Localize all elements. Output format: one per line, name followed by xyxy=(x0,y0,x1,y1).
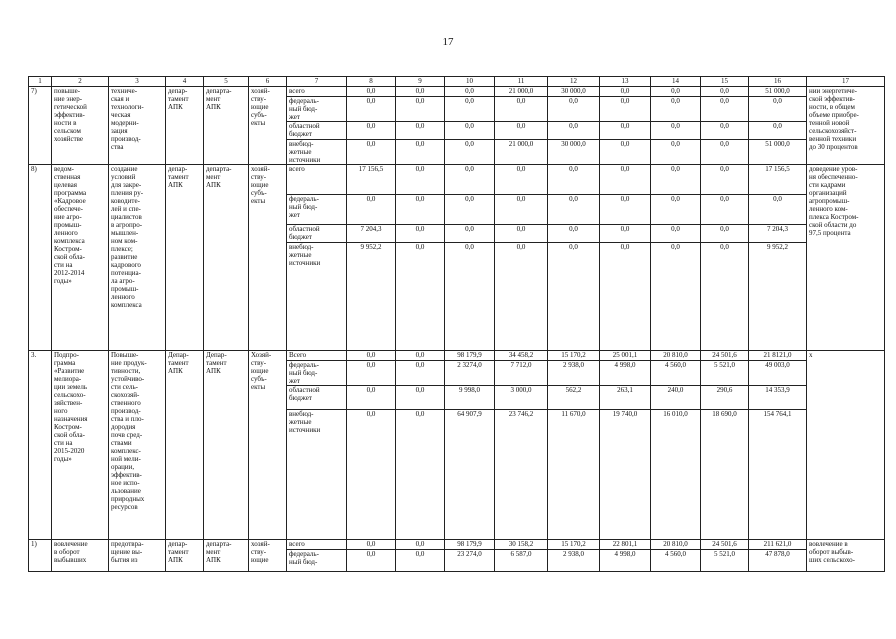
funding-value: 21 8121,0 xyxy=(749,351,807,361)
funding-value: 0,0 xyxy=(347,386,396,410)
funding-value: 0,0 xyxy=(701,122,749,140)
funding-source: федераль- ный бюд- жет xyxy=(287,361,347,386)
funding-value: 0,0 xyxy=(347,361,396,386)
funding-value: 51 000,0 xyxy=(749,140,807,165)
funding-value: 7 712,0 xyxy=(495,361,548,386)
funding-value: 4 998,0 xyxy=(600,361,651,386)
funding-value: 0,0 xyxy=(600,122,651,140)
table-row xyxy=(29,87,885,97)
funding-value: 0,0 xyxy=(445,165,495,195)
funding-source: внебюд- жетные источники xyxy=(287,243,347,351)
funding-value: 0,0 xyxy=(347,550,396,572)
expected-result: доведение уров- ня обеспеченно- сти кадрами организаций агропромыш- ленного ком- плекса Костром- ской области до 97,5 процента xyxy=(807,165,885,351)
funding-value: 0,0 xyxy=(651,87,701,97)
measure-description: Повыше- ние продук- тивности, устойчиво- сти сель- скохозяй- ственного производ- ства и пло- дородия почв сред- ствами комплекс- ной мели- орации, эффектив- ное испо- льзование природных ресурсов xyxy=(109,351,166,540)
funding-value: 0,0 xyxy=(347,87,396,97)
funding-source: внебюд- жетные источники xyxy=(287,410,347,540)
funding-value: 240,0 xyxy=(651,386,701,410)
funding-value: 0,0 xyxy=(651,140,701,165)
funding-value: 20 810,0 xyxy=(651,351,701,361)
funding-value: 0,0 xyxy=(495,195,548,225)
funding-value: 98 179,9 xyxy=(445,351,495,361)
row-index: 1) xyxy=(29,540,52,572)
funding-value: 30 000,0 xyxy=(548,140,600,165)
funding-value: 0,0 xyxy=(495,97,548,122)
funding-value: 0,0 xyxy=(347,410,396,540)
table-row xyxy=(29,351,885,361)
funding-value: 7 204,3 xyxy=(749,225,807,243)
funding-value: 7 204,3 xyxy=(347,225,396,243)
col-header: 4 xyxy=(166,77,204,87)
expected-result: нии энергетиче- ской эффектив- ности, в общем объеме приобре- тенной новой сельскохозяйст- венной техники до 30 процентов xyxy=(807,87,885,165)
responsible-executor: депар- тамент АПК xyxy=(166,87,204,165)
funding-value: 22 801,1 xyxy=(600,540,651,550)
funding-value: 263,1 xyxy=(600,386,651,410)
funding-value: 0,0 xyxy=(396,195,445,225)
col-header: 1 xyxy=(29,77,52,87)
funding-value: 290,6 xyxy=(701,386,749,410)
funding-source: областной бюджет xyxy=(287,122,347,140)
funding-value: 4 998,0 xyxy=(600,550,651,572)
funding-value: 9 998,0 xyxy=(445,386,495,410)
row-index: 3. xyxy=(29,351,52,540)
funding-value: 0,0 xyxy=(600,87,651,97)
funding-value: 15 170,2 xyxy=(548,540,600,550)
funding-source: федераль- ный бюд- жет xyxy=(287,195,347,225)
funding-value: 21 000,0 xyxy=(495,87,548,97)
funding-value: 14 353,9 xyxy=(749,386,807,410)
col-header: 12 xyxy=(548,77,600,87)
funding-value: 0,0 xyxy=(701,225,749,243)
funding-value: 0,0 xyxy=(347,97,396,122)
participants: хозяй- ству- ющие субъ- екты xyxy=(249,87,287,165)
participants: хозяй- ству- ющие xyxy=(249,540,287,572)
funding-source: областной бюджет xyxy=(287,386,347,410)
funding-value: 0,0 xyxy=(347,351,396,361)
funding-value: 17 156,5 xyxy=(347,165,396,195)
col-header: 13 xyxy=(600,77,651,87)
funding-value: 5 521,0 xyxy=(701,550,749,572)
funding-value: 24 501,6 xyxy=(701,540,749,550)
funding-value: 0,0 xyxy=(651,195,701,225)
funding-source: федераль- ный бюд- жет xyxy=(287,97,347,122)
expected-result: x xyxy=(807,351,885,540)
responsible-executor: депар- тамент АПК xyxy=(166,165,204,351)
funding-source: областной бюджет xyxy=(287,225,347,243)
measure-description: создание условий для закре- пления ру- ководите- лей и спе- циалистов в агропро- мышлен- ном ком- плексе; развитие кадрового потенциа- ла агро- промыш- ленного комплекса xyxy=(109,165,166,351)
col-header: 9 xyxy=(396,77,445,87)
col-header: 14 xyxy=(651,77,701,87)
co-executor: департа- мент АПК xyxy=(204,87,249,165)
funding-value: 0,0 xyxy=(396,550,445,572)
funding-source: всего xyxy=(287,165,347,195)
funding-value: 0,0 xyxy=(445,140,495,165)
funding-value: 0,0 xyxy=(600,140,651,165)
funding-value: 211 621,0 xyxy=(749,540,807,550)
funding-value: 11 670,0 xyxy=(548,410,600,540)
funding-value: 9 952,2 xyxy=(347,243,396,351)
col-header: 15 xyxy=(701,77,749,87)
funding-value: 34 458,2 xyxy=(495,351,548,361)
participants: хозяй- ству- ющие субъ- екты xyxy=(249,165,287,351)
funding-value: 0,0 xyxy=(600,225,651,243)
funding-value: 0,0 xyxy=(445,97,495,122)
funding-value: 0,0 xyxy=(749,195,807,225)
funding-value: 51 000,0 xyxy=(749,87,807,97)
funding-value: 23 746,2 xyxy=(495,410,548,540)
funding-value: 5 521,0 xyxy=(701,361,749,386)
funding-value: 0,0 xyxy=(495,165,548,195)
program-table xyxy=(28,76,885,572)
funding-value: 0,0 xyxy=(396,122,445,140)
funding-value: 0,0 xyxy=(495,243,548,351)
col-header: 5 xyxy=(204,77,249,87)
row-index: 8) xyxy=(29,165,52,351)
measure-name: ведом- ственная целевая программа «Кадровое обеспече- ние агро- промыш- ленного комплекса Костром- ской обла- сти на 2012-2014 годы» xyxy=(52,165,109,351)
col-header: 6 xyxy=(249,77,287,87)
measure-description: техниче- ская и технологи- ческая модерни- зация производ- ства xyxy=(109,87,166,165)
funding-value: 2 938,0 xyxy=(548,361,600,386)
funding-value: 0,0 xyxy=(548,243,600,351)
funding-value: 0,0 xyxy=(600,195,651,225)
funding-value: 9 952,2 xyxy=(749,243,807,351)
header-row xyxy=(29,77,885,87)
col-header: 16 xyxy=(749,77,807,87)
funding-value: 0,0 xyxy=(600,97,651,122)
funding-value: 0,0 xyxy=(445,195,495,225)
funding-value: 23 274,0 xyxy=(445,550,495,572)
funding-value: 0,0 xyxy=(396,540,445,550)
funding-value: 4 560,0 xyxy=(651,550,701,572)
funding-value: 0,0 xyxy=(396,243,445,351)
funding-value: 0,0 xyxy=(445,243,495,351)
funding-value: 64 907,9 xyxy=(445,410,495,540)
responsible-executor: депар- тамент АПК xyxy=(166,540,204,572)
funding-value: 0,0 xyxy=(396,140,445,165)
funding-value: 25 001,1 xyxy=(600,351,651,361)
col-header: 8 xyxy=(347,77,396,87)
funding-value: 0,0 xyxy=(701,243,749,351)
funding-value: 98 179,9 xyxy=(445,540,495,550)
funding-value: 17 156,5 xyxy=(749,165,807,195)
funding-value: 0,0 xyxy=(749,97,807,122)
funding-source: всего xyxy=(287,87,347,97)
funding-value: 0,0 xyxy=(600,243,651,351)
funding-value: 15 170,2 xyxy=(548,351,600,361)
funding-value: 6 587,0 xyxy=(495,550,548,572)
page-number: 17 xyxy=(442,36,454,48)
funding-value: 0,0 xyxy=(749,122,807,140)
funding-value: 0,0 xyxy=(445,122,495,140)
funding-value: 562,2 xyxy=(548,386,600,410)
col-header: 7 xyxy=(287,77,347,87)
funding-value: 0,0 xyxy=(347,540,396,550)
funding-value: 0,0 xyxy=(396,97,445,122)
col-header: 11 xyxy=(495,77,548,87)
funding-value: 0,0 xyxy=(396,165,445,195)
funding-value: 0,0 xyxy=(396,361,445,386)
funding-value: 0,0 xyxy=(701,87,749,97)
funding-value: 0,0 xyxy=(347,122,396,140)
funding-value: 0,0 xyxy=(701,140,749,165)
funding-value: 49 003,0 xyxy=(749,361,807,386)
funding-value: 21 000,0 xyxy=(495,140,548,165)
funding-value: 0,0 xyxy=(445,87,495,97)
funding-value: 0,0 xyxy=(651,122,701,140)
funding-value: 0,0 xyxy=(396,225,445,243)
table-row xyxy=(29,165,885,195)
table-row xyxy=(29,540,885,550)
funding-value: 0,0 xyxy=(701,195,749,225)
funding-value: 0,0 xyxy=(445,225,495,243)
measure-name: вовлечение в оборот выбывших xyxy=(52,540,109,572)
funding-value: 0,0 xyxy=(548,195,600,225)
col-header: 2 xyxy=(52,77,109,87)
funding-value: 154 764,1 xyxy=(749,410,807,540)
funding-value: 16 010,0 xyxy=(651,410,701,540)
funding-value: 19 740,0 xyxy=(600,410,651,540)
funding-value: 0,0 xyxy=(396,87,445,97)
funding-value: 2 3274,0 xyxy=(445,361,495,386)
responsible-executor: Депар- тамент АПК xyxy=(166,351,204,540)
funding-value: 0,0 xyxy=(701,165,749,195)
participants: Хозяй- ству- ющие субъ- екты xyxy=(249,351,287,540)
funding-source: Всего xyxy=(287,351,347,361)
funding-value: 0,0 xyxy=(396,386,445,410)
funding-source: внебюд- жетные источники xyxy=(287,140,347,165)
funding-source: всего xyxy=(287,540,347,550)
funding-value: 20 810,0 xyxy=(651,540,701,550)
funding-value: 30 000,0 xyxy=(548,87,600,97)
funding-value: 4 560,0 xyxy=(651,361,701,386)
funding-value: 0,0 xyxy=(651,225,701,243)
col-header: 17 xyxy=(807,77,885,87)
row-index: 7) xyxy=(29,87,52,165)
col-header: 3 xyxy=(109,77,166,87)
co-executor: департа- мент АПК xyxy=(204,540,249,572)
funding-value: 3 000,0 xyxy=(495,386,548,410)
measure-name: Подпро- грамма «Развитие мелиора- ции земель сельскохо- зяйствен- ного назначения Костром- ской обла- сти на 2015-2020 годы» xyxy=(52,351,109,540)
funding-source: федераль- ный бюд- xyxy=(287,550,347,572)
funding-value: 0,0 xyxy=(548,97,600,122)
funding-value: 30 158,2 xyxy=(495,540,548,550)
funding-value: 2 938,0 xyxy=(548,550,600,572)
funding-value: 0,0 xyxy=(396,410,445,540)
col-header: 10 xyxy=(445,77,495,87)
measure-name: повыше- ние энер- гетической эффектив- ности в сельском хозяйстве xyxy=(52,87,109,165)
funding-value: 0,0 xyxy=(347,140,396,165)
measure-description: предотвра- щение вы- бытия из xyxy=(109,540,166,572)
funding-value: 0,0 xyxy=(347,195,396,225)
expected-result: вовлечение в оборот выбыв- ших сельскохо- xyxy=(807,540,885,572)
funding-value: 0,0 xyxy=(651,165,701,195)
co-executor: департа- мент АПК xyxy=(204,165,249,351)
funding-value: 47 878,0 xyxy=(749,550,807,572)
funding-value: 0,0 xyxy=(548,165,600,195)
funding-value: 0,0 xyxy=(548,122,600,140)
funding-value: 0,0 xyxy=(651,97,701,122)
funding-value: 0,0 xyxy=(495,122,548,140)
funding-value: 0,0 xyxy=(495,225,548,243)
funding-value: 0,0 xyxy=(600,165,651,195)
funding-value: 0,0 xyxy=(651,243,701,351)
co-executor: Депар- тамент АПК xyxy=(204,351,249,540)
funding-value: 0,0 xyxy=(396,351,445,361)
funding-value: 0,0 xyxy=(548,225,600,243)
funding-value: 0,0 xyxy=(701,97,749,122)
funding-value: 24 501,6 xyxy=(701,351,749,361)
funding-value: 18 690,0 xyxy=(701,410,749,540)
